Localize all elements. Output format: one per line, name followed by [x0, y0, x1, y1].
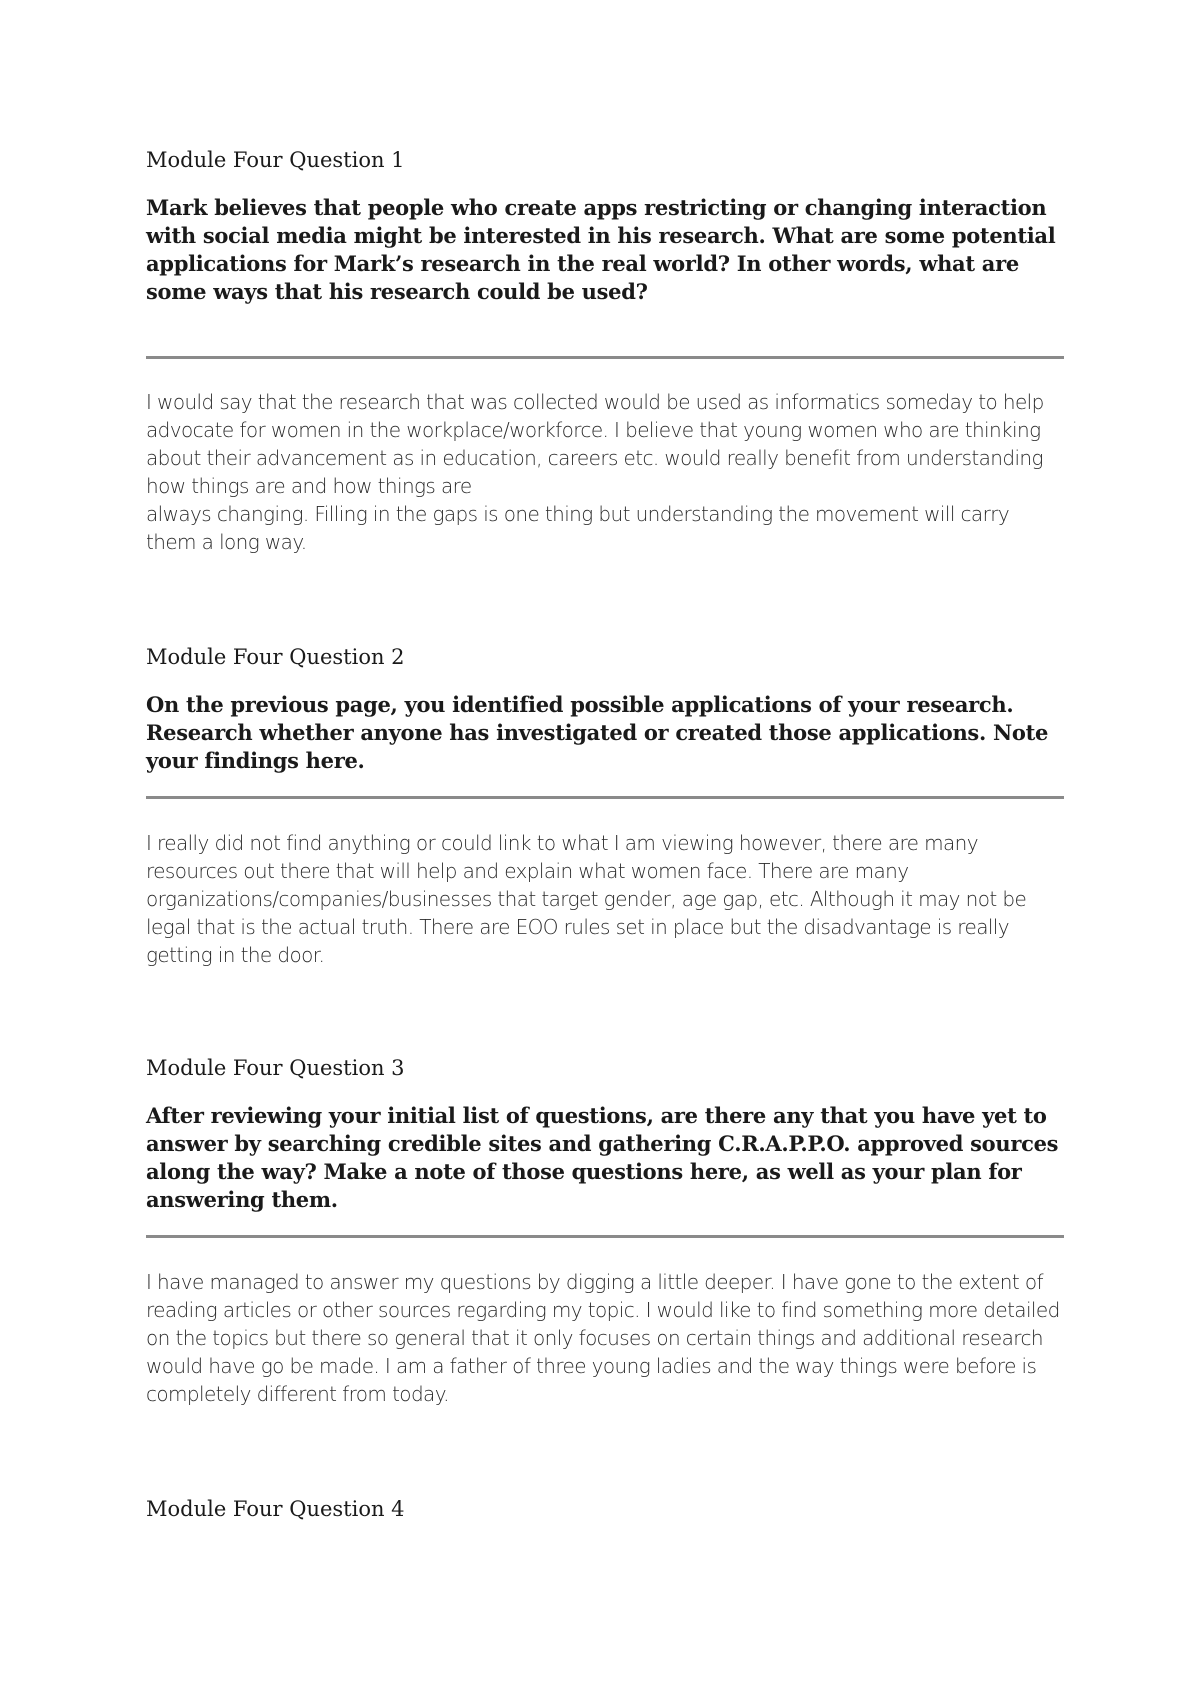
- question-heading: Module Four Question 4: [146, 1497, 405, 1521]
- answer-line: I would say that the research that was collected would be used as informatics someday to help advocate for women in the workplace/workforce. I believe that young women who are thinking about their advancement as in education, careers etc. would really benefit from understanding how things are and how things are: [146, 390, 1044, 498]
- answer-text: [146, 829, 1064, 969]
- answer-divider: [146, 356, 1064, 359]
- answer-divider: [146, 796, 1064, 799]
- answer-line: I really did not find anything or could link to what I am viewing however, there are many resources out there that will help and explain what women face. There are many organizations/companies/businesses that target gender, age gap, etc. Although it may not be legal that is the actual truth. There are EOO rules set in place but the disadvantage is really getting in the door.: [146, 831, 1027, 967]
- answer-line: I have managed to answer my questions by digging a little deeper. I have gone to the extent of reading articles or other sources regarding my topic. I would like to find something more detailed on the topics but there so general that it only focuses on certain things and additional research would have go be made. I am a father of three young ladies and the way things were before is completely different from today.: [146, 1270, 1060, 1406]
- answer-text: [146, 1268, 1064, 1408]
- question-block-3: [146, 1054, 1064, 1214]
- question-heading: Module Four Question 2: [146, 645, 405, 669]
- question-prompt: After reviewing your initial list of questions, are there any that you have yet to answer by searching credible sites and gathering C.R.A.P.P.O. approved sources along the way? Make a note of those questions here, as well as your plan for answering them.: [146, 1103, 1059, 1212]
- question-block-4: [146, 1495, 1064, 1523]
- question-block-2: [146, 643, 1064, 775]
- question-prompt: Mark believes that people who create apps restricting or changing interaction with social media might be interested in his research. What are some potential applications for Mark’s research in the real world? In other words, what are some ways that his research could be used?: [146, 195, 1056, 304]
- answer-line: always changing. Filling in the gaps is one thing but understanding the movement will carry them a long way.: [146, 502, 1010, 554]
- question-heading: Module Four Question 1: [146, 148, 405, 172]
- question-block-1: [146, 146, 1064, 306]
- question-prompt: On the previous page, you identified possible applications of your research. Research whether anyone has investigated or created those applications. Note your findings here.: [146, 692, 1049, 773]
- answer-text: [146, 388, 1064, 556]
- question-heading: Module Four Question 3: [146, 1056, 405, 1080]
- answer-divider: [146, 1235, 1064, 1238]
